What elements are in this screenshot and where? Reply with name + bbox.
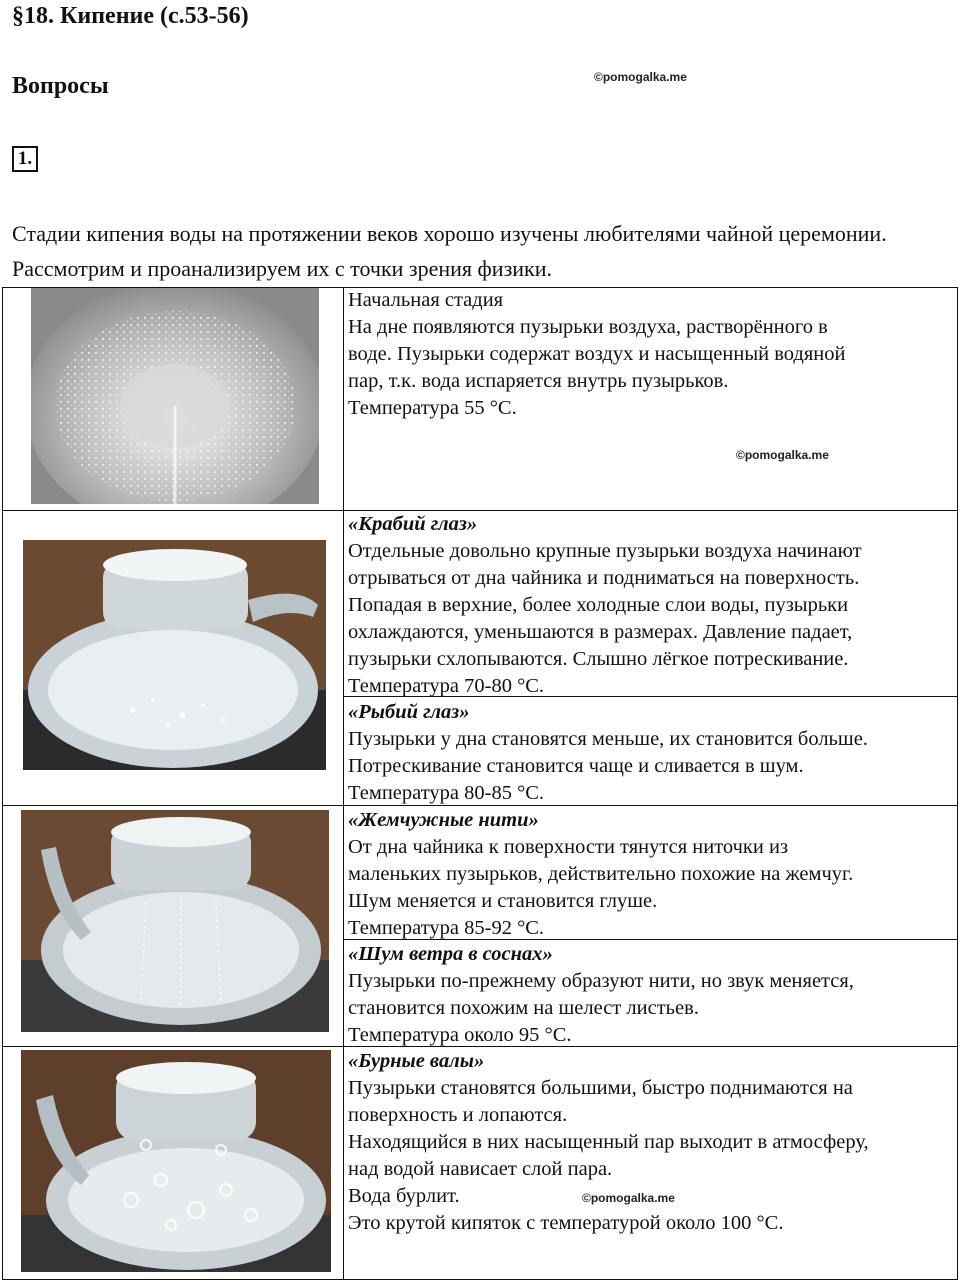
stage-text-line: Пузырьки по-прежнему образуют нити, но звук меняется, [348,970,854,992]
pan-bottom-photo [31,288,319,504]
watermark: ©pomogalka.me [582,1191,675,1205]
stage-text-line: Вода бурлит. [348,1185,460,1207]
stage-crab-eye [348,511,948,700]
stage-text-line: На дне появляются пузырьки воздуха, растворённого в [348,316,828,338]
question-number: 1. [12,146,38,172]
stage-heading: «Рыбий глаз» [348,701,470,723]
stage-rolling-boil [348,1048,948,1237]
stage-heading: «Жемчужные нити» [348,809,539,831]
stage-text-line: пузырьки схлопываются. Слышно лёгкое потрескивание. [348,648,849,670]
stage-heading: «Бурные валы» [348,1050,485,1072]
page-title: §18. Кипение (с.53-56) [12,3,249,29]
teapot-photo-rolling-boil [21,1050,331,1272]
watermark: ©pomogalka.me [736,448,829,462]
stage-pearl-strings [348,807,948,942]
stage-heading: Начальная стадия [348,289,504,311]
teapot-photo-crab-eye [23,540,326,770]
stage-text-line: охлаждаются, уменьшаются в размерах. Давление падает, [348,621,853,643]
stage-text-line: Пузырьки становятся большими, быстро поднимаются на [348,1077,853,1099]
stage-text-line: Находящийся в них насыщенный пар выходит в атмосферу, [348,1131,869,1153]
stage-temperature: Температура 80-85 °С. [348,782,545,804]
section-heading: Вопросы [12,73,109,99]
stage-text-line: становится похожим на шелест листьев. [348,997,699,1019]
stage-text-line: Потрескивание становится чаще и сливается в шум. [348,755,804,777]
stage-text-line: Попадая в верхние, более холодные слои воды, пузырьки [348,594,849,616]
stage-text-line: пар, т.к. вода испаряется внутрь пузырьков. [348,370,729,392]
stage-temperature: Температура около 95 °С. [348,1024,572,1046]
stage-heading: «Крабий глаз» [348,513,478,535]
stage-text-line: Пузырьки у дна становятся меньше, их становится больше. [348,728,868,750]
stage-temperature: Температура 70-80 °С. [348,675,545,697]
stage-temperature: Это крутой кипяток с температурой около 100 °С. [348,1212,784,1234]
stage-text-line: поверхность и лопаются. [348,1104,568,1126]
stage-temperature: Температура 85-92 °С. [348,917,545,939]
watermark: ©pomogalka.me [594,70,687,84]
stage-initial [348,287,948,422]
stage-text-line: Шум меняется и становится глуше. [348,890,658,912]
stage-text-line: маленьких пузырьков, действительно похожие на жемчуг. [348,863,854,885]
column-divider [343,288,344,1279]
stage-text-line: воде. Пузырьки содержат воздух и насыщенный водяной [348,343,846,365]
stage-fish-eye [348,699,948,807]
stage-text-line: над водой нависает слой пара. [348,1158,613,1180]
stage-text-line: От дна чайника к поверхности тянутся ниточки из [348,836,789,858]
stage-temperature: Температура 55 °С. [348,397,517,419]
teapot-photo-pearl-strings [21,810,329,1032]
stage-text-line: Отдельные довольно крупные пузырьки воздуха начинают [348,540,862,562]
intro-paragraph: Стадии кипения воды на протяжении веков хорошо изучены любителями чайной церемонии. Рассмотрим и проанализируем их с точки зрения физики. [12,221,887,281]
stage-heading: «Шум ветра в соснах» [348,943,553,965]
stage-text-line: отрываться от дна чайника и подниматься на поверхность. [348,567,860,589]
stage-wind-in-pines [348,941,948,1049]
